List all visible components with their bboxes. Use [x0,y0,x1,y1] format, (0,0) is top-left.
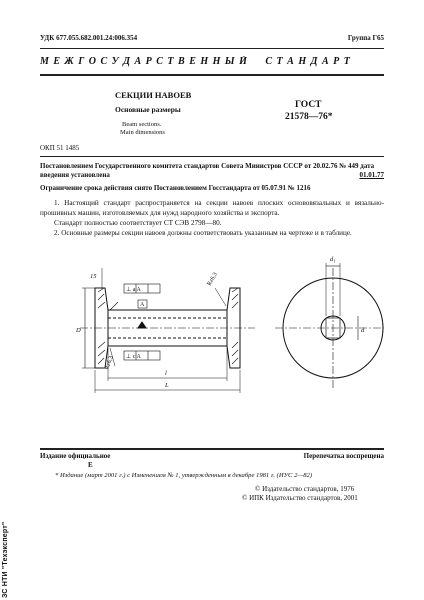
limitation-note: Ограничение срока действия снято Постановлением Госстандарта от 05.07.91 № 1216 [40,184,311,192]
side-view [80,268,255,393]
banner-rule [40,74,384,76]
okp-code: ОКП 51 1485 [40,144,80,152]
copyright-1976: © Издательство стандартов, 1976 [255,485,355,493]
document-subtitle: Основные размеры [115,105,181,114]
roughness-label-2: Rz6,3 [104,355,115,371]
dim-label-d: d [361,327,365,334]
paragraph-1b: Стандарт полностью соответствует СТ СЭВ 2798—80. [54,219,222,227]
english-title-2: Main dimensions [120,129,165,136]
beam-section-drawing [40,248,384,398]
paragraph-2: 2. Основные размеры секции навоев должны соответствовать указанным на чертеже и в таблице. [54,229,352,237]
header-rule [40,48,384,49]
tolerance-frame-1: ⊥ a A [126,287,141,293]
english-title-1: Beam sections. [122,121,162,128]
footer-rule [40,448,384,450]
official-edition: Издание официальное [40,452,111,460]
publisher-side-text: ЗС НТИ "Техэксперт" [2,521,9,598]
decree-line-2: введения установлена [40,171,110,179]
edition-note: * Издание (март 2001 г.) с Изменением № 1, утвержденным в декабре 1981 г. (ИУС 2—82) [55,472,313,479]
group-code: Группа Г65 [347,34,384,42]
dim-label-L: L [165,382,169,389]
dim-label-D: D [76,327,81,334]
datum-label-A: A [140,302,145,308]
roughness-label-1: Rz6,3 [206,271,219,287]
decree-line-1: Постановлением Государственного комитета стандартов Совета Министров СССР от 20.02.76 № 449 дата [40,162,375,170]
reprint-prohibited: Перепечатка воспрещена [303,452,384,460]
end-view [275,263,384,388]
copyright-2001: © ИПК Издательство стандартов, 2001 [242,494,358,502]
e-mark: E [88,461,93,469]
udk-code: УДК 677.055.682.001.24:006.354 [40,34,138,42]
dim-label-15: 15 [90,273,97,280]
decree-date: 01.01.77 [359,171,384,179]
dim-label-d1: d₁ [330,256,336,263]
tolerance-frame-2: ⊥ c A [126,354,141,360]
paragraph-1: 1. Настоящий стандарт распространяется на секции навоев плоских основовязальных и вязально-прошивных машин, изготовляемых для нужд народного хозяйства и экспорта. [40,199,384,217]
document-title: СЕКЦИИ НАВОЕВ [115,90,192,100]
interstate-standard-banner: М Е Ж Г О С У Д А Р С Т В Е Н Н Ы Й С Т А Н Д А Р Т [40,56,351,67]
gost-label: ГОСТ [295,100,322,110]
okp-rule [40,156,384,157]
gost-number: 21578—76* [285,112,333,122]
dim-label-l: l [165,370,167,377]
